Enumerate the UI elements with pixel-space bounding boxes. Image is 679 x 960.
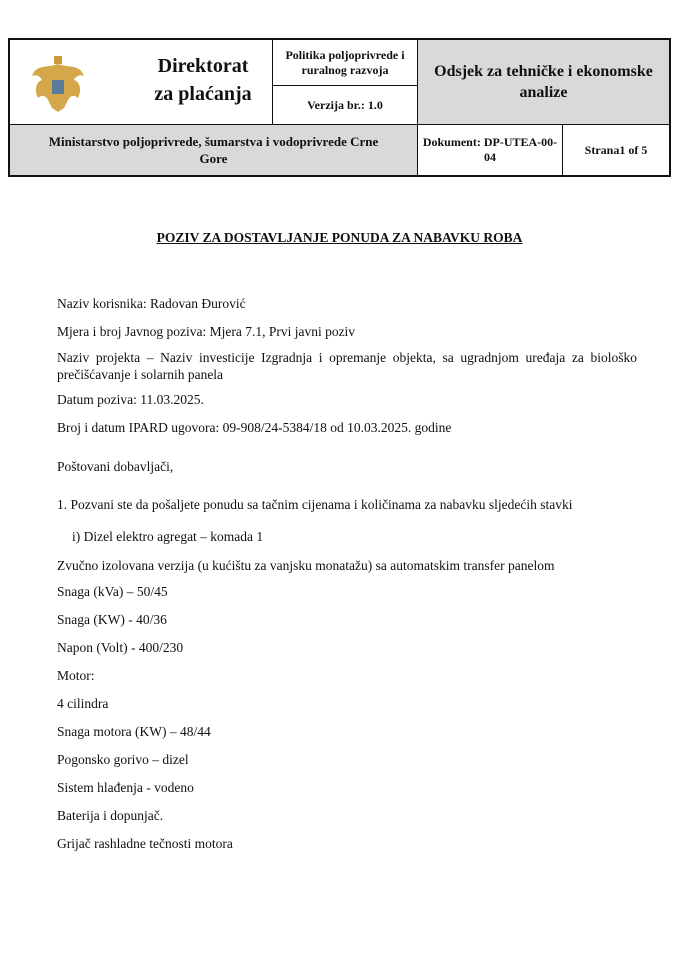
department-cell: Odsjek za tehničke i ekonomske analize bbox=[418, 39, 671, 125]
coat-of-arms-logo bbox=[28, 54, 88, 116]
field-contract: Broj i datum IPARD ugovora: 09-908/24-5384/18 od 10.03.2025. godine bbox=[57, 420, 452, 435]
org-title: Direktorat za plaćanja bbox=[154, 55, 252, 105]
spec-line: Grijač rashladne tečnosti motora bbox=[57, 836, 233, 851]
version-cell: Verzija br.: 1.0 bbox=[273, 86, 418, 125]
spec-line: Snaga (KW) - 40/36 bbox=[57, 612, 167, 627]
spec-line: Baterija i dopunjač. bbox=[57, 808, 164, 823]
field-date: Datum poziva: 11.03.2025. bbox=[57, 392, 204, 407]
spec-line: Snaga motora (KW) – 48/44 bbox=[57, 724, 211, 739]
document-number-cell: Dokument: DP-UTEA-00-04 bbox=[418, 125, 563, 175]
document-heading: POZIV ZA DOSTAVLJANJE PONUDA ZA NABAVKU ROBA bbox=[156, 230, 523, 245]
org-cell bbox=[9, 39, 273, 125]
point-1: 1. Pozvani ste da pošaljete ponudu sa tačnim cijenama i količinama za nabavku sljedećih stavki bbox=[57, 497, 573, 512]
field-measure: Mjera i broj Javnog poziva: Mjera 7.1, Prvi javni poziv bbox=[57, 324, 356, 339]
item-title: i) Dizel elektro agregat – komada 1 bbox=[72, 529, 264, 544]
spec-line: Sistem hlađenja - vodeno bbox=[57, 780, 194, 795]
document-header-table bbox=[8, 38, 671, 177]
spec-line: Zvučno izolovana verzija (u kućištu za vanjsku monatažu) sa automatskim transfer panelom bbox=[57, 558, 555, 573]
field-beneficiary: Naziv korisnika: Radovan Đurović bbox=[57, 296, 246, 311]
spec-line: Pogonsko gorivo – dizel bbox=[57, 752, 189, 767]
policy-cell: Politika poljoprivrede i ruralnog razvoja bbox=[273, 39, 418, 86]
spec-line: 4 cilindra bbox=[57, 696, 109, 711]
greeting: Poštovani dobavljači, bbox=[57, 459, 174, 474]
spec-line: Snaga (kVa) – 50/45 bbox=[57, 584, 168, 599]
field-project: Naziv projekta – Naziv investicije Izgradnja i opremanje objekta, sa ugradnjom uređaja za biološko prečišćavanje i solarnih panela bbox=[57, 350, 637, 382]
spec-line: Motor: bbox=[57, 668, 95, 683]
page-number-cell: Strana1 of 5 bbox=[584, 142, 648, 157]
spec-line: Napon (Volt) - 400/230 bbox=[57, 640, 184, 655]
ministry-cell: Ministarstvo poljoprivrede, šumarstva i vodoprivrede Crne Gore bbox=[9, 125, 418, 177]
